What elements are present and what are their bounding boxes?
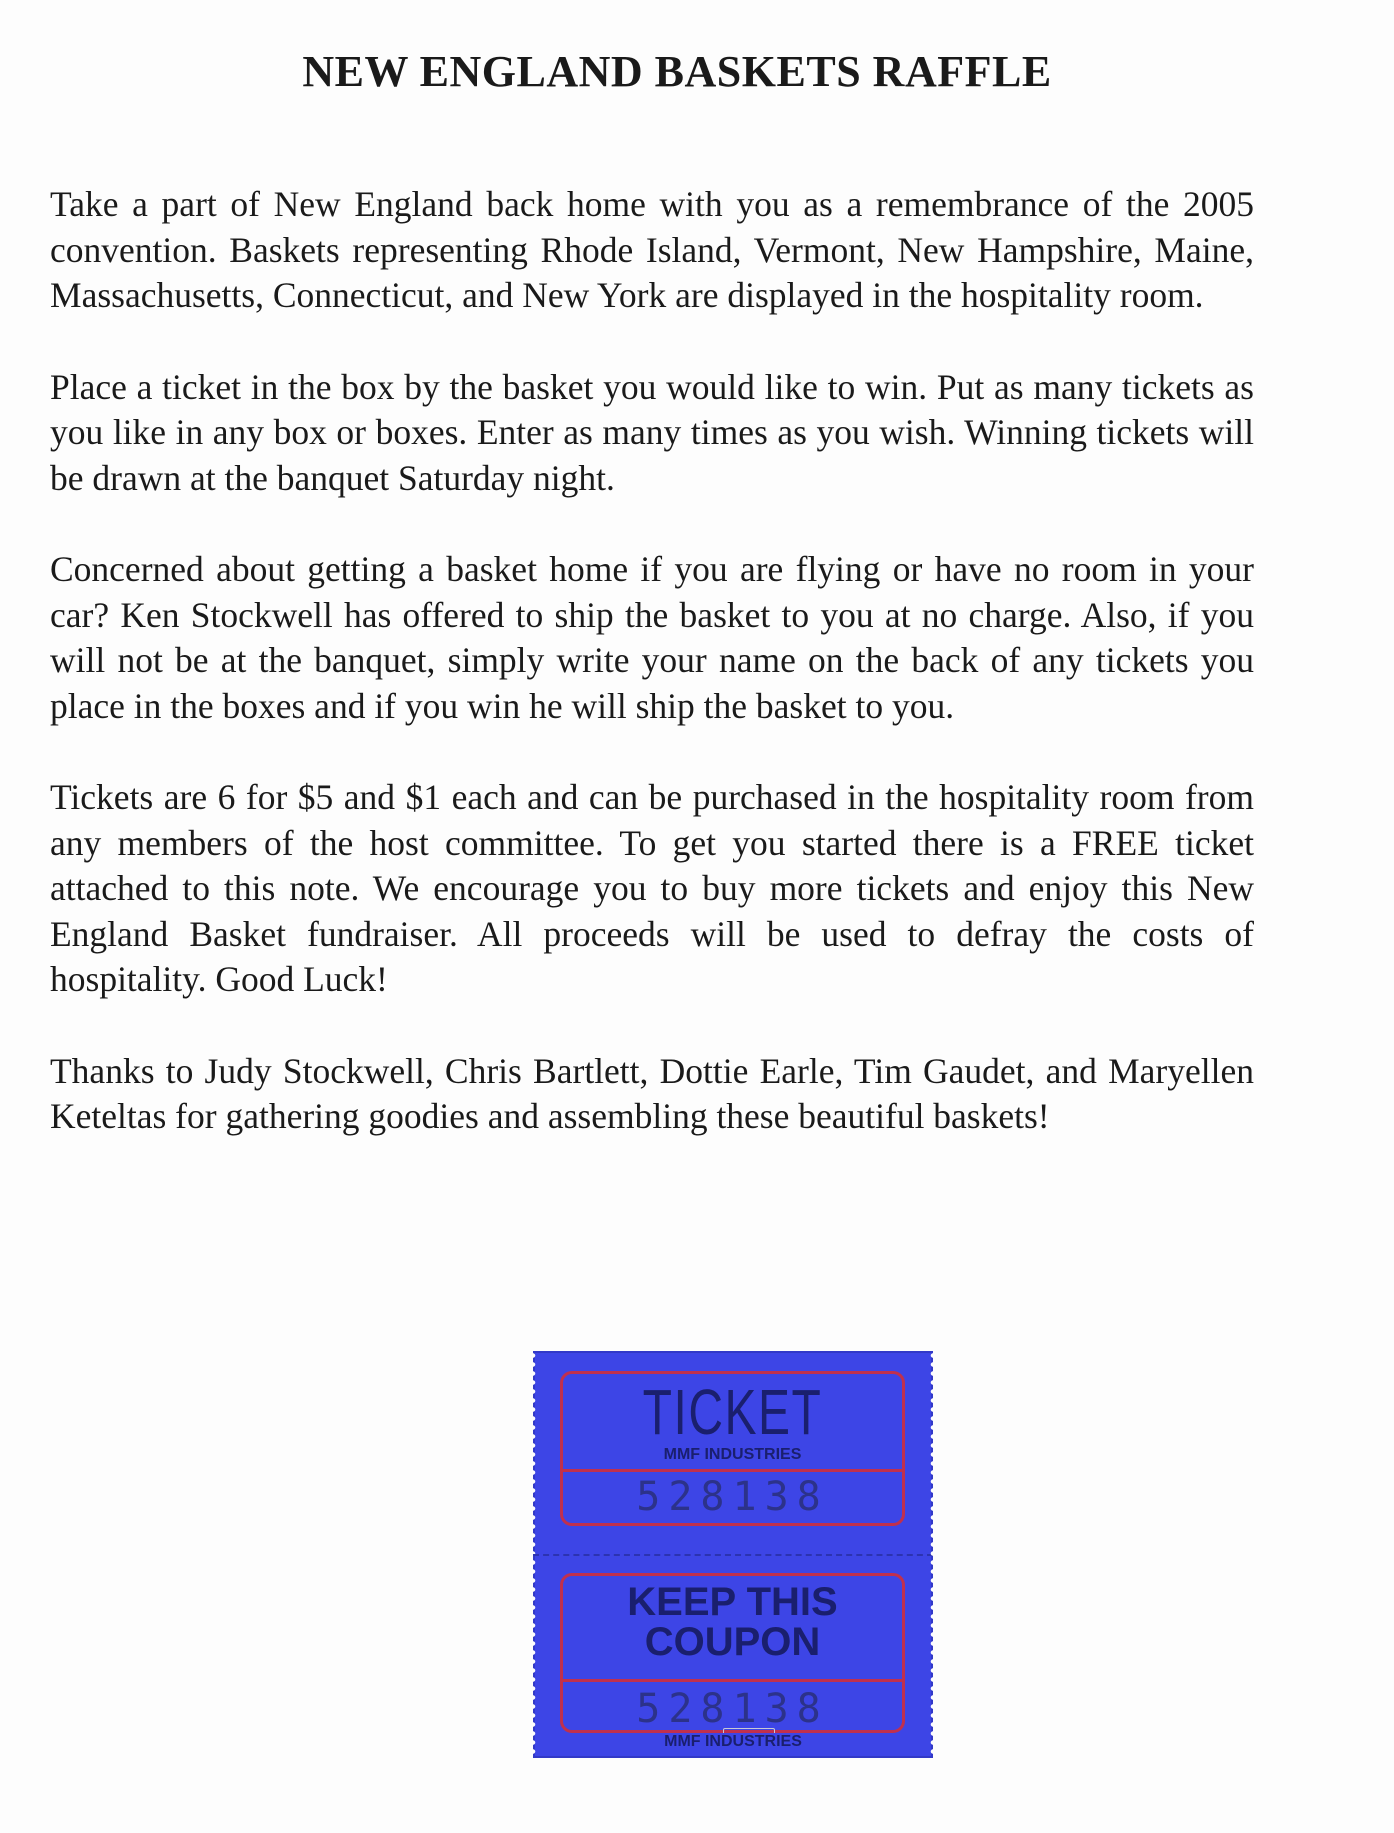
perforation-line: [533, 1554, 933, 1556]
document-body: [50, 182, 1254, 1186]
document-title: NEW ENGLAND BASKETS RAFFLE: [302, 47, 1052, 96]
coupon-label-line2: COUPON: [644, 1620, 821, 1664]
paragraph-shipping: Concerned about getting a basket home if you are flying or have no room in your car? Ken Stockwell has offered to ship the basket to you at no charge. Also, if you will not be at the banquet, simply write your name on the back of any tickets you place in the boxes and if you win he will ship the basket to you.: [50, 549, 1254, 726]
ticket-number-bottom: 528138: [636, 1686, 829, 1732]
coupon-label-line1: KEEP THIS: [627, 1580, 838, 1624]
stub-divider: [563, 1469, 902, 1472]
coupon-label: [563, 1582, 902, 1662]
paragraph-intro: Take a part of New England back home with you as a remembrance of the 2005 convention. Baskets representing Rhode Island, Vermont, New Hampshire, Maine, Massachusetts, Connecticut, and New York are displayed in the hospitality room.: [50, 184, 1254, 315]
ticket-maker-bottom: MMF INDUSTRIES: [664, 1733, 802, 1750]
paragraph-instructions: Place a ticket in the box by the basket you would like to win. Put as many tickets as you like in any box or boxes. Enter as many times as you wish. Winning tickets will be drawn at the banquet Saturday night.: [50, 366, 1254, 498]
ticket-maker-top: MMF INDUSTRIES: [663, 1446, 802, 1463]
ticket-number-top: 528138: [636, 1474, 829, 1520]
coupon-stub: [560, 1573, 905, 1733]
paragraph-pricing: Tickets are 6 for $5 and $1 each and can be purchased in the hospitality room from any members of the host committee. To get you started there is a FREE ticket attached to this note. We encourage you to buy more tickets and enjoy this New England Basket fundraiser. All proceeds will be used to defray the costs of hospitality. Good Luck!: [50, 777, 1254, 999]
ticket-word: TICKET: [642, 1376, 823, 1448]
ticket-stub: [560, 1371, 905, 1526]
paragraph-thanks: Thanks to Judy Stockwell, Chris Bartlett, Dottie Earle, Tim Gaudet, and Maryellen Keteltas for gathering goodies and assembling these beautiful baskets!: [50, 1050, 1254, 1136]
raffle-ticket: [533, 1351, 933, 1758]
coupon-divider: [563, 1679, 902, 1682]
